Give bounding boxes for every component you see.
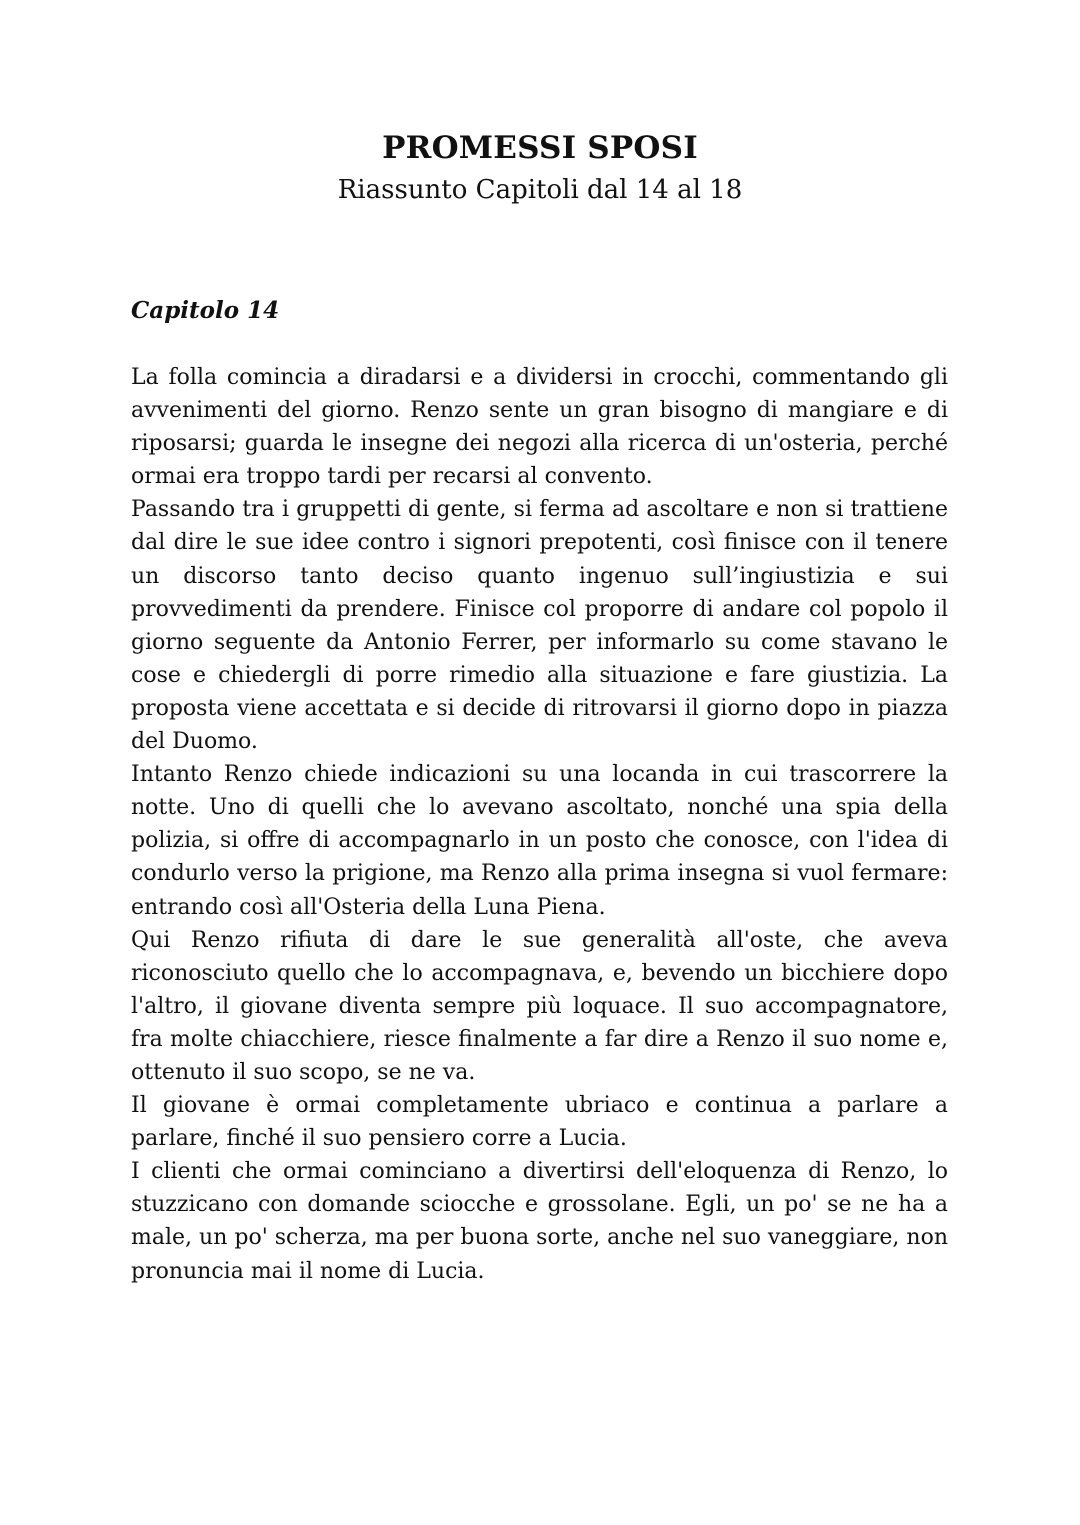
paragraph: Il giovane è ormai completamente ubriaco e continua a parlare a parlare, finché il suo pensiero corre a Lucia. (131, 1093, 948, 1152)
document-subtitle: Riassunto Capitoli dal 14 al 18 (337, 175, 743, 205)
document-title: PROMESSI SPOSI (382, 130, 698, 166)
paragraph: La folla comincia a diradarsi e a dividersi in crocchi, commentando gli avvenimenti del giorno. Renzo sente un gran bisogno di mangiare e di riposarsi; guarda le insegne dei negozi alla ricerca di un'osteria, perché ormai era troppo tardi per recarsi al convento. (131, 365, 948, 490)
chapter-heading: Capitolo 14 (131, 297, 280, 324)
chapter-body (131, 361, 948, 1288)
paragraph: I clienti che ormai cominciano a divertirsi dell'eloquenza di Renzo, lo stuzzicano con domande sciocche e grossolane. Egli, un po' se ne ha a male, un po' scherza, ma per buona sorte, anche nel suo vaneggiare, non pronuncia mai il nome di Lucia. (131, 1159, 948, 1284)
paragraph: Qui Renzo rifiuta di dare le sue generalità all'oste, che aveva riconosciuto quello che lo accompagnava, e, bevendo un bicchiere dopo l'altro, il giovane diventa sempre più loquace. Il suo accompagnatore, fra molte chiacchiere, riesce finalmente a far dire a Renzo il suo nome e, ottenuto il suo scopo, se ne va. (131, 927, 948, 1085)
paragraph: Passando tra i gruppetti di gente, si ferma ad ascoltare e non si trattiene dal dire le sue idee contro i signori prepotenti, così finisce con il tenere un discorso tanto deciso quanto ingenuo sull’ingiustizia e sui provvedimenti da prendere. Finisce col proporre di andare col popolo il giorno seguente da Antonio Ferrer, per informarlo su come stavano le cose e chiedergli di porre rimedio alla situazione e fare giustizia. La proposta viene accettata e si decide di ritrovarsi il giorno dopo in piazza del Duomo. (131, 497, 948, 755)
title-block (0, 128, 1080, 208)
paragraph: Intanto Renzo chiede indicazioni su una locanda in cui trascorrere la notte. Uno di quelli che lo avevano ascoltato, nonché una spia della polizia, si offre di accompagnarlo in un posto che conosce, con l'idea di condurlo verso la prigione, ma Renzo alla prima insegna si vuol fermare: entrando così all'Osteria della Luna Piena. (131, 762, 948, 920)
